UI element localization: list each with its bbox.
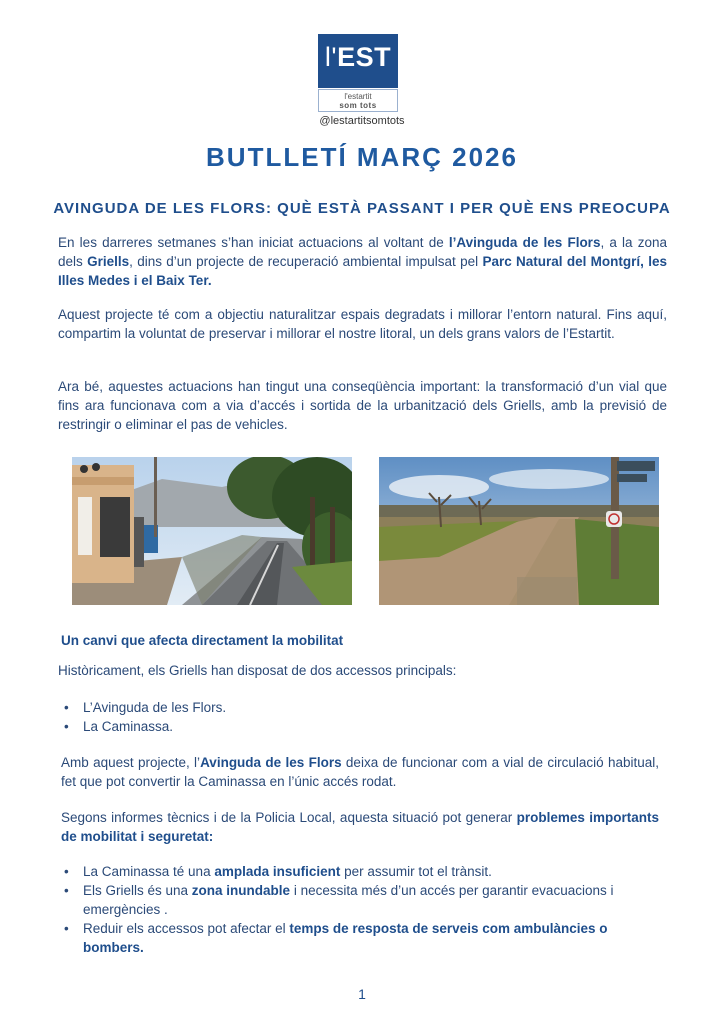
- list-item: • Els Griells és una zona inundable i necessita més d’un accés per garantir evacuacions i emergències .: [61, 881, 651, 919]
- list-item: • La Caminassa té una amplada insuficient per assumir tot el trànsit.: [61, 862, 651, 881]
- logo-wordmark: l'EST: [324, 42, 392, 72]
- article-title: AVINGUDA DE LES FLORS: QUÈ ESTÀ PASSANT I PER QUÈ ENS PREOCUPA: [53, 200, 671, 217]
- accessos-list: [61, 698, 226, 736]
- page-title: BUTLLETÍ MARÇ 2026: [206, 142, 518, 172]
- risks-list: [61, 862, 651, 957]
- section-paragraph-2: Amb aquest projecte, l’Avinguda de les Flors deixa de funcionar com a vial de circulació habitual, fet que pot convertir la Caminassa en l’únic accés rodat.: [61, 755, 659, 789]
- list-item: • L’Avinguda de les Flors.: [61, 698, 226, 717]
- section-paragraph-1: Històricament, els Griells han disposat de dos accessos principals:: [58, 663, 457, 678]
- intro-paragraph-2: Aquest projecte té com a objectiu naturalitzar espais degradats i millorar l’entorn natural. Fins aquí, compartim la voluntat de preservar i millorar el nostre litoral, un dels grans valors de l’Estartit.: [58, 307, 667, 341]
- social-handle: @lestartitsomtots: [319, 115, 405, 127]
- intro-paragraph-3: Ara bé, aquestes actuacions han tingut una conseqüència important: la transformació d’un vial que fins ara funcionava com a via d’accés i sortida de la urbanització dels Griells, amb la previsió de restringir o eliminar el pas de vehicles.: [58, 379, 667, 432]
- photo-avinguda-flors: [72, 457, 352, 605]
- brand-logo: [318, 34, 398, 112]
- page-number: 1: [358, 986, 366, 1002]
- intro-paragraph-1: En les darreres setmanes s’han iniciat actuacions al voltant de l’Avinguda de les Flors, a la zona dels Griells, dins d’un projecte de recuperació ambiental impulsat pel Parc Natural del Montgrí, les Illes Medes i el Baix Ter.: [58, 235, 668, 288]
- list-item: • Reduir els accessos pot afectar el temps de resposta de serveis com ambulàncies o bombers.: [61, 919, 651, 957]
- logo-tagline: l'estartit som tots: [318, 89, 398, 112]
- section-heading: Un canvi que afecta directament la mobilitat: [61, 633, 344, 648]
- list-item: • La Caminassa.: [61, 717, 226, 736]
- photo-cami-terra: [379, 457, 659, 605]
- section-paragraph-3: Segons informes tècnics i de la Policia Local, aquesta situació pot generar problemes importants de mobilitat i seguretat:: [61, 810, 659, 844]
- logo-box: [318, 34, 398, 88]
